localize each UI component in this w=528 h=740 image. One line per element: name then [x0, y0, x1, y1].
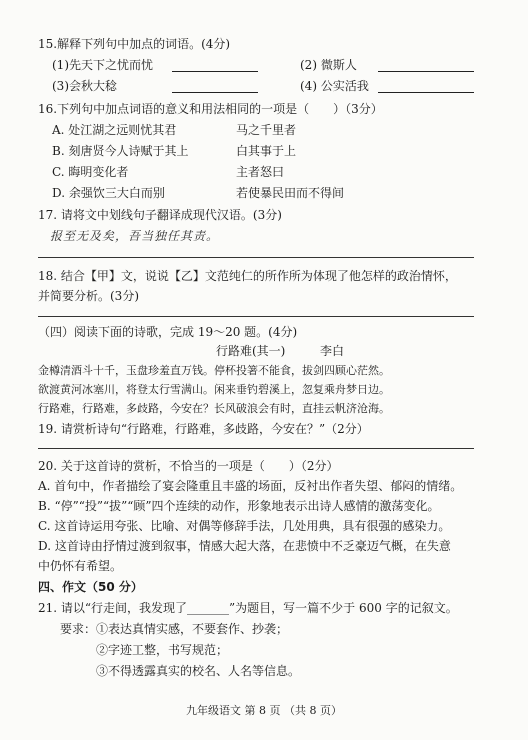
- q16-option-d-right: 若使暴民田而不得间: [236, 186, 345, 200]
- q18-line-1: 18. 结合【甲】文，说说【乙】文范纯仁的所作所为体现了他怎样的政治情怀，: [38, 269, 457, 283]
- answer-line[interactable]: [38, 448, 474, 449]
- writing-heading: 四、作文（50 分）: [38, 580, 143, 594]
- q19-title: 19. 请赏析诗句“行路难，行路难，多歧路，今安在？”（2分）: [38, 422, 369, 436]
- q16-title: 16.下列句中加点词语的意义和用法相同的一项是（ ）（3分）: [38, 102, 383, 116]
- q16-option-a-right: 马之千里者: [236, 123, 297, 137]
- q16-option-c-right: 主者怒曰: [236, 165, 285, 179]
- q16-option-c-left: C. 晦明变化者: [52, 165, 129, 179]
- requirements-label: 要求：: [60, 622, 97, 636]
- q17-title: 17. 请将文中划线句子翻译成现代汉语。(3分): [38, 208, 282, 222]
- q16-option-a-left: A. 处江湖之远则忧其君: [52, 123, 177, 137]
- requirement-1: ①表达真情实感，不要套作、抄袭；: [96, 622, 289, 636]
- q20-option-d: D. 这首诗由抒情过渡到叙事，情感大起大落，在悲愤中不乏豪迈气概，在失意: [38, 539, 451, 553]
- section4-heading: （四）阅读下面的诗歌，完成 19～20 题。(4分): [38, 325, 298, 339]
- page-footer: 九年级语文 第 8 页 （共 8 页）: [186, 704, 342, 717]
- writing-prompt: 21. 请以“行走间，我发现了_______”为题目，写一篇不少于 600 字的记叙文。: [38, 601, 458, 615]
- q18-line-2: 并简要分析。(3分): [38, 289, 139, 303]
- q16-option-b-left: B. 刻唐贤今人诗赋于其上: [52, 144, 189, 158]
- q20-option-d-continued: 中仍怀有希望。: [38, 559, 123, 573]
- answer-blank[interactable]: [378, 59, 474, 72]
- q16-option-b-right: 白其事于上: [236, 144, 297, 158]
- poem-line-2: 欲渡黄河冰塞川，将登太行雪满山。闲来垂钓碧溪上，忽复乘舟梦日边。: [38, 383, 390, 396]
- q20-title: 20. 关于这首诗的赏析，不恰当的一项是（ ）（2分）: [38, 459, 339, 473]
- q16-option-d-left: D. 余强饮三大白而别: [52, 186, 165, 200]
- answer-blank[interactable]: [172, 59, 258, 72]
- answer-line[interactable]: [38, 316, 474, 317]
- q17-handwritten-answer: 报至无及矣，吾当独任其责。: [50, 229, 220, 243]
- q20-option-a: A. 首句中，作者描绘了宴会隆重且丰盛的场面，反衬出作者失望、郁闷的情绪。: [38, 479, 463, 493]
- poem-line-3: 行路难，行路难，多歧路，今安在？长风破浪会有时，直挂云帆济沧海。: [38, 402, 390, 415]
- q15-item-4: (4) 公实活我: [300, 79, 369, 93]
- poem-title: 行路难(其一): [216, 344, 286, 358]
- q15-title: 15.解释下列句中加点的词语。(4分): [38, 37, 231, 51]
- answer-line[interactable]: [38, 257, 474, 258]
- q15-item-2: (2) 微斯人: [300, 58, 357, 72]
- q15-item-3: (3)会秋大稔: [52, 79, 117, 93]
- q20-option-c: C. 这首诗运用夸张、比喻、对偶等修辞手法，几处用典，具有很强的感染力。: [38, 519, 451, 533]
- answer-blank[interactable]: [172, 80, 258, 93]
- poem-line-1: 金樽清酒斗十千，玉盘珍羞直万钱。停杯投箸不能食，拔剑四顾心茫然。: [38, 364, 390, 377]
- answer-blank[interactable]: [378, 80, 474, 93]
- requirement-2: ②字迹工整，书写规范；: [96, 643, 229, 657]
- q20-option-b: B. “停”“投”“拔”“顾”四个连续的动作，形象地表示出诗人感情的激荡变化。: [38, 499, 440, 513]
- poem-author: 李白: [320, 344, 345, 358]
- requirement-3: ③不得透露真实的校名、人名等信息。: [96, 664, 301, 678]
- q15-item-1: (1)先天下之忧而忧: [52, 58, 153, 72]
